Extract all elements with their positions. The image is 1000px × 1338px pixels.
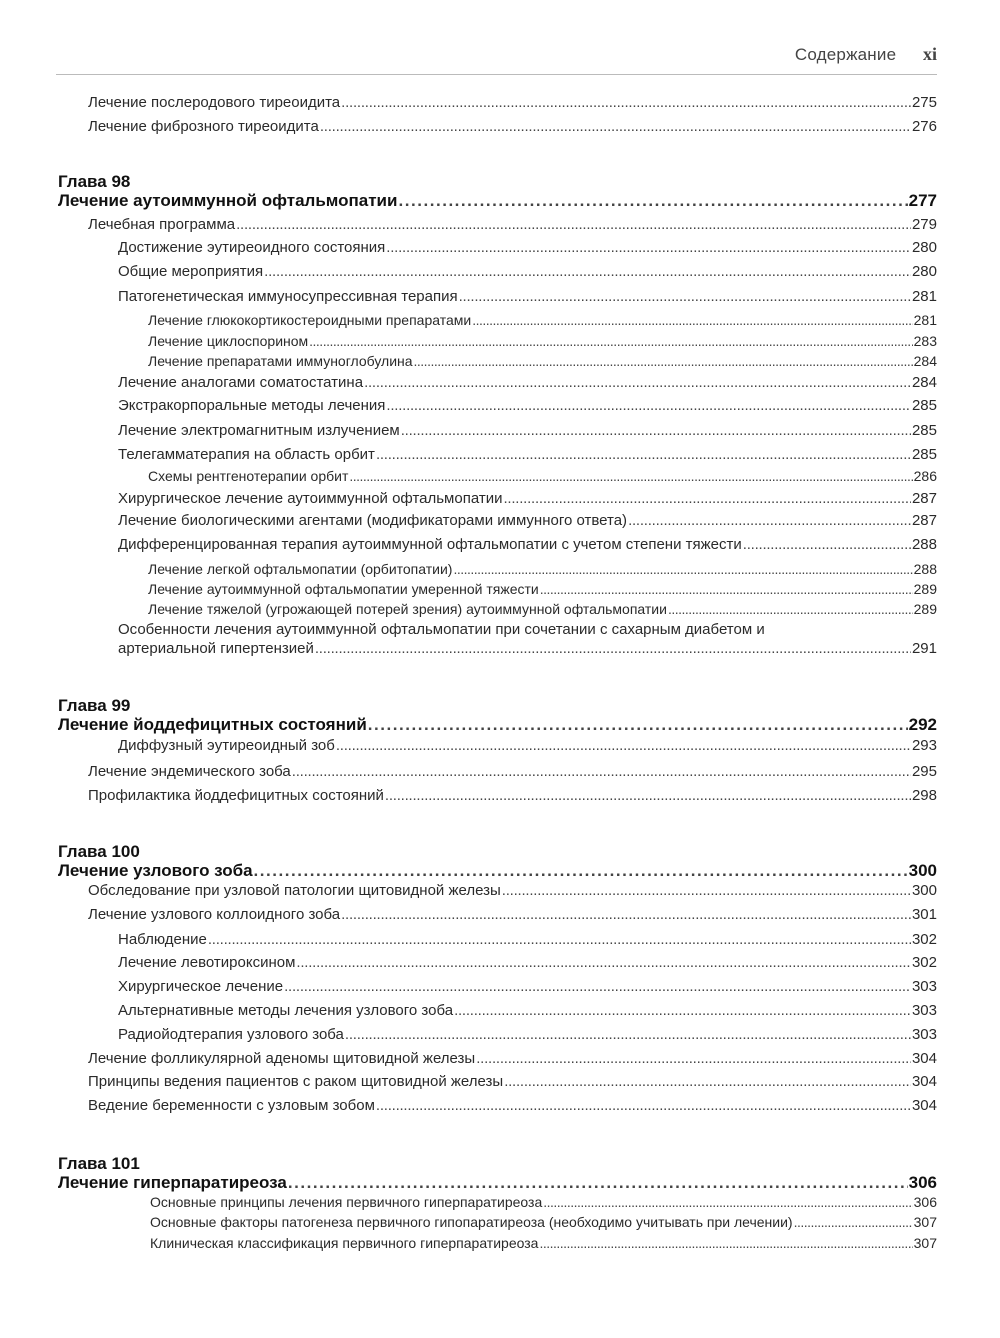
entry-page: 287 [911,512,937,529]
entry-page: 289 [913,601,937,617]
entry-title: Альтернативные методы лечения узлового зоба [118,1002,454,1019]
toc-entry[interactable] [118,737,937,754]
toc-entry[interactable] [118,640,937,657]
entry-title: Общие мероприятия [118,263,264,280]
entry-page: 298 [911,787,937,804]
dot-leader [320,118,911,135]
dot-leader [743,536,911,553]
dot-leader [341,94,911,111]
dot-leader [386,397,911,414]
dot-leader [414,353,913,369]
entry-page: 289 [913,581,937,597]
dot-leader [336,737,911,754]
toc-entry[interactable] [118,954,937,971]
entry-title: Лечение аутоиммунной офтальмопатии умеренной тяжести [148,581,539,597]
entry-page: 303 [911,978,937,995]
dot-leader [368,715,908,735]
entry-title: Лечение фолликулярной аденомы щитовидной железы [88,1050,476,1067]
toc-entry[interactable] [148,333,937,349]
toc-entry[interactable] [118,374,937,391]
entry-page: 300 [911,882,937,899]
toc-entry[interactable] [118,490,937,507]
entry-title: Патогенетическая иммуносупрессивная терапия [118,288,458,305]
entry-page: 288 [913,561,937,577]
toc-entry[interactable] [118,446,937,463]
toc-entry[interactable] [118,1002,937,1019]
entry-page: 303 [911,1026,937,1043]
chapter-entry[interactable] [58,191,937,211]
toc-entry[interactable] [148,581,937,597]
entry-page: 303 [911,1002,937,1019]
toc-entry[interactable] [118,263,937,280]
entry-title: Лечение электромагнитным излучением [118,422,400,439]
toc-entry[interactable] [118,536,937,553]
dot-leader [236,216,911,233]
toc-entry[interactable] [118,239,937,256]
entry-title: Дифференцированная терапия аутоиммунной офтальмопатии с учетом степени тяжести [118,536,742,553]
chapter-page: 292 [908,715,937,734]
dot-leader [254,861,908,881]
entry-page: 285 [911,422,937,439]
toc-entry[interactable] [118,978,937,995]
chapter-entry[interactable] [58,1173,937,1193]
dot-leader [401,422,911,439]
dot-leader [341,906,911,923]
entry-page: 281 [913,312,937,328]
toc-entry[interactable] [148,353,937,369]
entry-page: 285 [911,446,937,463]
toc-entry[interactable] [118,512,937,529]
entry-title: Лечение глюкокортикостероидными препаратами [148,312,472,328]
entry-title: Хирургическое лечение аутоиммунной офтальмопатии [118,490,503,507]
toc-entry[interactable] [148,561,937,577]
chapter-label: Глава 101 [58,1154,140,1173]
entry-title: Лечение фиброзного тиреоидита [88,118,319,135]
entry-title: Профилактика йоддефицитных состояний [88,787,384,804]
dot-leader [453,561,912,577]
toc-entry[interactable] [88,216,937,233]
toc-entry[interactable] [118,422,937,439]
dot-leader [376,446,911,463]
entry-page: 285 [911,397,937,414]
toc-entry[interactable] [118,288,937,305]
entry-page: 301 [911,906,937,923]
dot-leader [502,882,911,899]
dot-leader [315,640,911,657]
entry-title: артериальной гипертензией [118,640,314,657]
dot-leader [540,581,913,597]
entry-title-line: Особенности лечения аутоиммунной офтальмопатии при сочетании с сахарным диабетом и [118,621,765,638]
entry-title: Лечение тяжелой (угрожающей потерей зрения) аутоиммунной офтальмопатии [148,601,667,617]
entry-page: 302 [911,954,937,971]
toc-entry[interactable] [148,468,937,484]
toc-entry[interactable] [150,1214,937,1230]
chapter-label: Глава 98 [58,172,131,191]
toc-entry[interactable] [88,882,937,899]
entry-page: 276 [911,118,937,135]
entry-page: 284 [913,353,937,369]
entry-title: Радиойодтерапия узлового зоба [118,1026,344,1043]
toc-entry[interactable] [150,1194,937,1210]
entry-title: Лечение левотироксином [118,954,296,971]
entry-page: 304 [911,1073,937,1090]
dot-leader [385,787,911,804]
chapter-title: Лечение йоддефицитных состояний [58,715,367,734]
toc-entry[interactable] [88,94,937,111]
entry-page: 279 [911,216,937,233]
chapter-page: 300 [908,861,937,880]
toc-entry[interactable] [88,1073,937,1090]
entry-title: Ведение беременности с узловым зобом [88,1097,375,1114]
dot-leader [292,763,911,780]
toc-entry[interactable] [148,312,937,328]
entry-page: 275 [911,94,937,111]
dot-leader [539,1235,912,1251]
entry-title: Лечение аналогами соматостатина [118,374,364,391]
dot-leader [208,931,911,948]
dot-leader [794,1214,913,1230]
entry-title: Лечение циклоспорином [148,333,309,349]
chapter-title: Лечение аутоиммунной офтальмопатии [58,191,398,210]
toc-entry[interactable] [150,1235,937,1251]
dot-leader [288,1173,908,1193]
entry-page: 304 [911,1097,937,1114]
chapter-title: Лечение узлового зоба [58,861,253,880]
entry-title: Экстракорпоральные методы лечения [118,397,386,414]
chapter-title: Лечение гиперпаратиреоза [58,1173,287,1192]
dot-leader [668,601,913,617]
dot-leader [459,288,911,305]
chapter-entry[interactable] [58,861,937,881]
entry-page: 306 [913,1194,937,1210]
entry-title: Лечение узлового коллоидного зоба [88,906,341,923]
toc-entry[interactable] [88,1097,937,1114]
entry-title: Лечение эндемического зоба [88,763,291,780]
toc-entry[interactable] [118,1026,937,1043]
header-rule [56,74,937,75]
entry-page: 280 [911,239,937,256]
entry-page: 304 [911,1050,937,1067]
dot-leader [376,1097,911,1114]
dot-leader [264,263,911,280]
toc-entry[interactable] [88,1050,937,1067]
entry-title: Лечение послеродового тиреоидита [88,94,341,111]
toc-entry[interactable] [88,906,937,923]
dot-leader [284,978,911,995]
dot-leader [503,490,910,507]
entry-title: Обследование при узловой патологии щитовидной железы [88,882,501,899]
dot-leader [296,954,911,971]
entry-page: 280 [911,263,937,280]
entry-title: Лечебная программа [88,216,236,233]
dot-leader [472,312,912,328]
dot-leader [309,333,912,349]
section-title: Содержание [794,45,897,64]
dot-leader [543,1194,912,1210]
entry-page: 307 [913,1235,937,1251]
entry-title: Клиническая классификация первичного гиперпаратиреоза [150,1235,539,1251]
toc-entry[interactable] [118,931,937,948]
running-header [795,44,937,65]
dot-leader [398,191,907,211]
entry-page: 293 [911,737,937,754]
chapter-page: 277 [908,191,937,210]
dot-leader [476,1050,911,1067]
entry-page: 281 [911,288,937,305]
toc-entry[interactable] [118,397,937,414]
dot-leader [349,468,912,484]
entry-page: 286 [913,468,937,484]
toc-entry[interactable] [88,787,937,804]
dot-leader [345,1026,911,1043]
dot-leader [504,1073,911,1090]
entry-title: Лечение биологическими агентами (модификаторами иммунного ответа) [118,512,628,529]
chapter-entry[interactable] [58,715,937,735]
entry-title: Телегамматерапия на область орбит [118,446,375,463]
toc-entry[interactable] [88,118,937,135]
entry-title: Лечение легкой офтальмопатии (орбитопатии) [148,561,453,577]
toc-entry[interactable] [88,763,937,780]
entry-title: Принципы ведения пациентов с раком щитовидной железы [88,1073,504,1090]
entry-page: 291 [911,640,937,657]
entry-title: Основные принципы лечения первичного гиперпаратиреоза [150,1194,543,1210]
entry-title: Хирургическое лечение [118,978,284,995]
entry-title: Достижение эутиреоидного состояния [118,239,386,256]
entry-page: 288 [911,536,937,553]
entry-page: 302 [911,931,937,948]
entry-title: Наблюдение [118,931,207,948]
entry-title: Лечение препаратами иммуноглобулина [148,353,413,369]
dot-leader [386,239,911,256]
entry-page: 284 [911,374,937,391]
entry-title: Схемы рентгенотерапии орбит [148,468,349,484]
chapter-label: Глава 100 [58,842,140,861]
entry-title: Основные факторы патогенеза первичного гипопаратиреоза (необходимо учитывать при лечении) [150,1214,793,1230]
entry-page: 287 [911,490,937,507]
entry-page: 307 [913,1214,937,1230]
chapter-label: Глава 99 [58,696,131,715]
entry-page: 295 [911,763,937,780]
page-number: xi [922,44,937,64]
dot-leader [364,374,911,391]
entry-title: Диффузный эутиреоидный зоб [118,737,335,754]
chapter-page: 306 [908,1173,937,1192]
dot-leader [628,512,911,529]
entry-page: 283 [913,333,937,349]
dot-leader [454,1002,911,1019]
toc-entry[interactable] [148,601,937,617]
